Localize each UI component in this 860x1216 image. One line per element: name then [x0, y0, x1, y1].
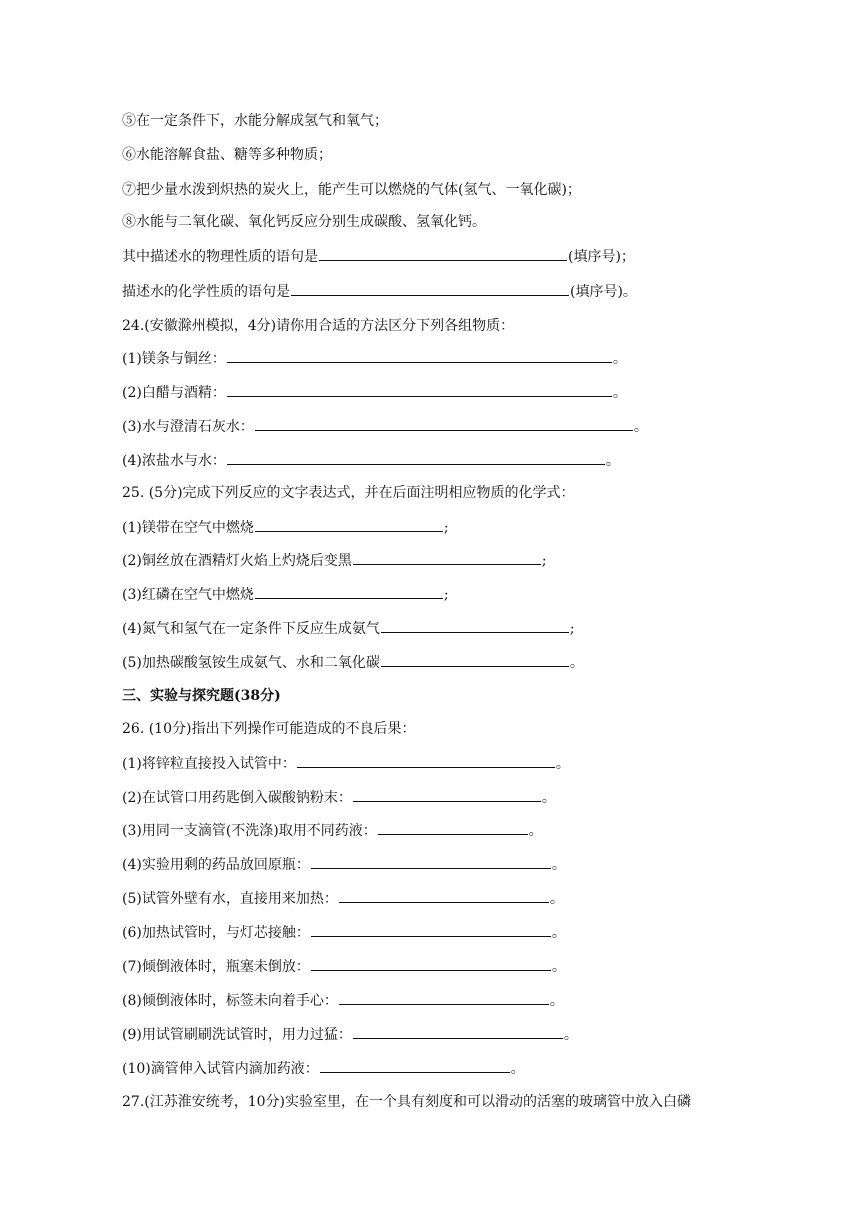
answer-blank[interactable] [255, 517, 443, 532]
question-25-item-4 [122, 618, 575, 639]
line-text: (6)加热试管时，与灯芯接触： [122, 925, 310, 941]
line-text: 其中描述水的物理性质的语句是 [122, 249, 318, 265]
line-text: (10)滴管伸入试管内滴加药液： [122, 1061, 319, 1077]
line-text: (2)白醋与酒精： [122, 385, 226, 401]
question-26-item-1 [122, 753, 570, 774]
line-text: (5)加热碳酸氢铵生成氨气、水和二氧化碳 [122, 655, 380, 671]
line-suffix: 。 [541, 790, 556, 806]
line-suffix: 。 [555, 756, 570, 772]
answer-blank[interactable] [291, 281, 569, 296]
line-suffix: 。 [549, 993, 564, 1009]
question-25-item-1 [122, 517, 449, 538]
question-27-heading [122, 1092, 691, 1112]
answer-blank[interactable] [353, 1024, 563, 1039]
chemical-property-question [122, 281, 637, 302]
line-suffix: ; [443, 520, 449, 536]
line-suffix: (填序号)； [568, 249, 635, 265]
question-24-item-2 [122, 382, 627, 403]
line-text: 27.(江苏淮安统考，10分)实验室里，在一个具有刻度和可以滑动的活塞的玻璃管中放入白磷 [122, 1094, 692, 1110]
answer-blank[interactable] [381, 618, 569, 633]
question-24-item-1 [122, 348, 627, 369]
question-24-item-4 [122, 450, 620, 471]
answer-blank[interactable] [320, 1058, 510, 1073]
line-text: ⑤在一定条件下，水能分解成氢气和氧气； [122, 113, 388, 129]
answer-blank[interactable] [227, 450, 605, 465]
physical-property-question [122, 246, 635, 267]
line-text: (3)红磷在空气中燃烧 [122, 587, 254, 603]
question-26-item-2 [122, 787, 556, 808]
line-suffix: 。 [612, 351, 627, 367]
line-text: (8)倾倒液体时，标签未向着手心： [122, 993, 338, 1009]
answer-blank[interactable] [255, 584, 443, 599]
question-25-item-5 [122, 652, 584, 673]
line-text: 描述水的化学性质的语句是 [122, 284, 290, 300]
answer-blank[interactable] [378, 820, 528, 835]
line-suffix: 。 [510, 1061, 525, 1077]
answer-blank[interactable] [297, 753, 555, 768]
question-25-item-3 [122, 584, 449, 605]
question-26-heading [122, 719, 415, 739]
line-text: 24.(安徽滁州模拟，4分)请你用合适的方法区分下列各组物质： [122, 318, 515, 334]
line-suffix: 。 [551, 959, 566, 975]
line-text: ⑧水能与二氧化碳、氧化钙反应分别生成碳酸、氢氧化钙。 [122, 214, 486, 230]
line-suffix: 。 [549, 891, 564, 907]
question-26-item-6 [122, 922, 566, 943]
answer-blank[interactable] [311, 956, 551, 971]
statement-5 [122, 111, 388, 131]
line-text: 26. (10分)指出下列操作可能造成的不良后果： [122, 721, 416, 737]
line-suffix: ; [443, 587, 449, 603]
answer-blank[interactable] [353, 550, 541, 565]
line-suffix: 。 [569, 655, 584, 671]
line-text: ⑦把少量水泼到炽热的炭火上，能产生可以燃烧的气体(氢气、一氧化碳)； [122, 182, 581, 198]
statement-6 [122, 145, 332, 165]
line-text: (1)镁带在空气中燃烧 [122, 520, 254, 536]
statement-8 [122, 212, 486, 232]
line-text: (4)实验用剩的药品放回原瓶： [122, 857, 310, 873]
answer-blank[interactable] [353, 787, 541, 802]
line-suffix: (填序号)。 [570, 284, 637, 300]
question-26-item-10 [122, 1058, 525, 1079]
question-24-heading [122, 316, 514, 336]
question-26-item-3 [122, 820, 543, 841]
line-suffix: 。 [551, 925, 566, 941]
line-text: (4)氮气和氢气在一定条件下反应生成氨气 [122, 621, 380, 637]
answer-blank[interactable] [319, 246, 567, 261]
line-suffix: 。 [633, 419, 648, 435]
question-26-item-8 [122, 990, 564, 1011]
question-25-item-2 [122, 550, 547, 571]
line-text: (9)用试管刷刷洗试管时，用力过猛： [122, 1027, 352, 1043]
answer-blank[interactable] [311, 922, 551, 937]
answer-blank[interactable] [227, 348, 612, 363]
line-suffix: ; [569, 621, 575, 637]
line-suffix: 。 [605, 453, 620, 469]
question-26-item-9 [122, 1024, 578, 1045]
answer-blank[interactable] [339, 888, 549, 903]
line-text: (2)在试管口用药匙倒入碳酸钠粉末： [122, 790, 352, 806]
line-text: (3)用同一支滴管(不洗涤)取用不同药液： [122, 823, 377, 839]
question-24-item-3 [122, 416, 648, 437]
line-suffix: 。 [551, 857, 566, 873]
question-26-item-5 [122, 888, 564, 909]
answer-blank[interactable] [381, 652, 569, 667]
answer-blank[interactable] [339, 990, 549, 1005]
line-suffix: 。 [612, 385, 627, 401]
question-26-item-4 [122, 854, 566, 875]
question-25-heading [122, 483, 575, 503]
question-26-item-7 [122, 956, 566, 977]
line-suffix: 。 [563, 1027, 578, 1043]
line-text: (2)铜丝放在酒精灯火焰上灼烧后变黑 [122, 553, 352, 569]
section-3-heading [122, 686, 281, 706]
answer-blank[interactable] [227, 382, 612, 397]
line-text: (1)镁条与铜丝： [122, 351, 226, 367]
answer-blank[interactable] [311, 854, 551, 869]
answer-blank[interactable] [255, 416, 633, 431]
line-text: 三、实验与探究题(38分) [122, 688, 281, 704]
line-suffix: 。 [528, 823, 543, 839]
statement-7 [122, 180, 581, 200]
line-suffix: ; [541, 553, 547, 569]
line-text: 25. (5分)完成下列反应的文字表达式，并在后面注明相应物质的化学式： [122, 485, 575, 501]
line-text: (5)试管外壁有水，直接用来加热： [122, 891, 338, 907]
line-text: (7)倾倒液体时，瓶塞未倒放： [122, 959, 310, 975]
line-text: (4)浓盐水与水： [122, 453, 226, 469]
line-text: (1)将锌粒直接投入试管中： [122, 756, 296, 772]
line-text: (3)水与澄清石灰水： [122, 419, 254, 435]
line-text: ⑥水能溶解食盐、糖等多种物质； [122, 147, 332, 163]
